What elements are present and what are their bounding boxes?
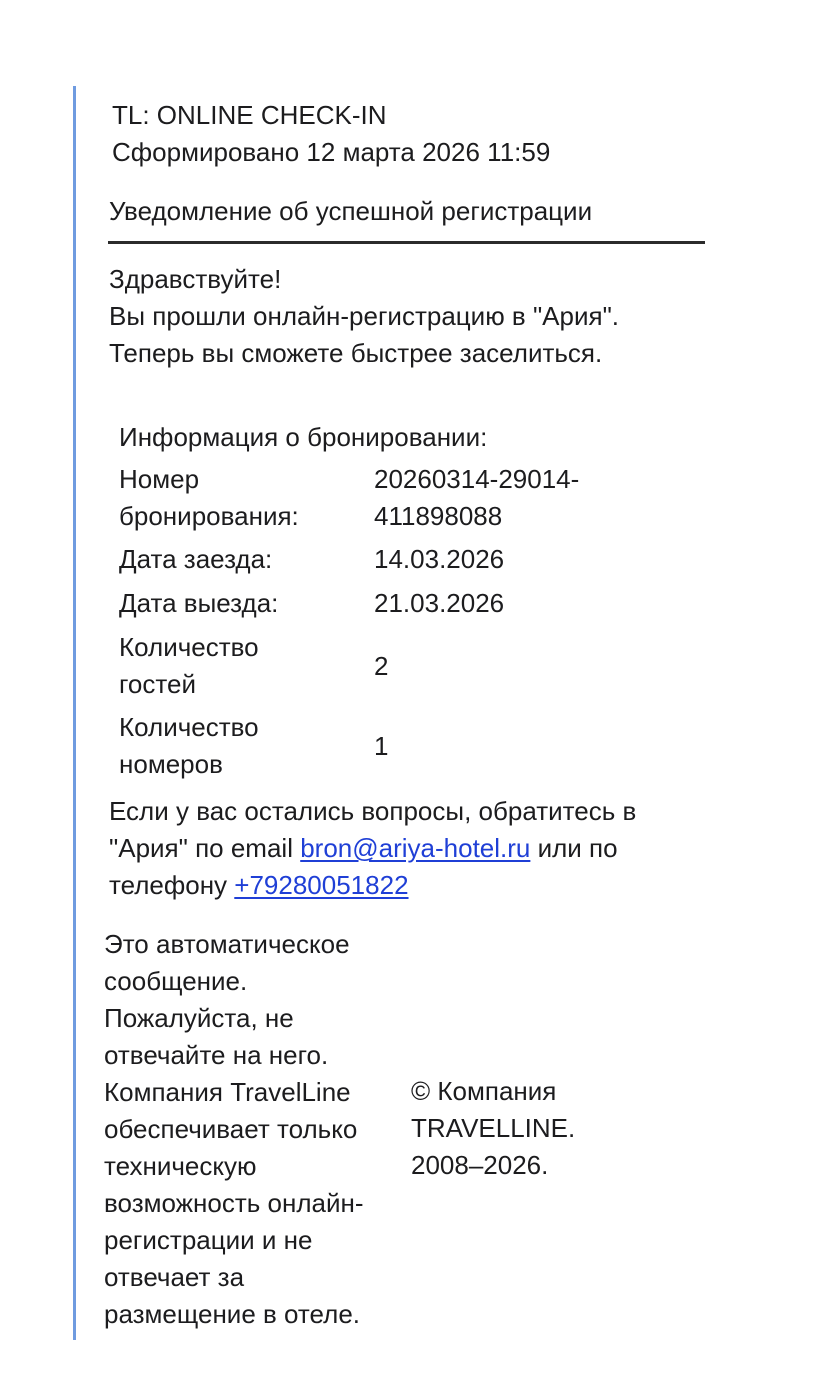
greeting-block: [109, 261, 619, 372]
disclaimer-line: регистрации и не: [104, 1225, 313, 1255]
guests-row: [119, 629, 679, 709]
guests-label-line: Количество: [119, 632, 259, 662]
disclaimer-line: Пожалуйста, не: [104, 1003, 294, 1033]
checkin-date-row: [119, 541, 679, 585]
rooms-value: [374, 709, 654, 783]
guests-label-line: гостей: [119, 669, 196, 699]
guests-label: [119, 629, 359, 703]
disclaimer-line: возможность онлайн-: [104, 1188, 364, 1218]
disclaimer-line: Это автоматическое: [104, 929, 350, 959]
checkout-date-value[interactable]: 21.03.2026: [374, 588, 505, 618]
copyright-line: 2008–2026.: [411, 1150, 549, 1180]
contact-text: или по: [530, 833, 618, 863]
checkout-date-label: Дата выезда:: [119, 588, 279, 618]
checkout-date-row: [119, 585, 679, 629]
rooms-label: [119, 709, 359, 783]
booking-number-value-line: 411898088: [374, 501, 503, 531]
phone-link[interactable]: +79280051822: [234, 870, 409, 900]
booking-number-label-line: бронирования:: [119, 501, 299, 531]
contact-text: "Ария" по email: [109, 833, 301, 863]
email-link[interactable]: bron@ariya-hotel.ru: [300, 833, 531, 863]
contact-text: телефону: [109, 870, 235, 900]
disclaimer-line: техническую: [104, 1151, 257, 1181]
registration-message: Вы прошли онлайн-регистрацию в "Ария".: [109, 301, 620, 331]
disclaimer-line: отвечает за: [104, 1262, 245, 1292]
guests-count: 2: [374, 650, 389, 681]
booking-number-label-line: Номер: [119, 464, 200, 494]
checkin-date-value[interactable]: 14.03.2026: [374, 544, 505, 574]
copyright-line: TRAVELLINE.: [411, 1113, 576, 1143]
rooms-row: [119, 709, 679, 789]
generated-timestamp: Сформировано 12 марта 2026 11:59: [112, 137, 551, 167]
booking-number-label: [119, 461, 359, 535]
rooms-label-line: номеров: [119, 749, 223, 779]
copyright-line: © Компания: [411, 1076, 557, 1106]
divider: [108, 241, 705, 244]
checkin-date-label: Дата заезда:: [119, 544, 273, 574]
footer-copyright: [411, 1073, 661, 1184]
disclaimer-line: обеспечивает только: [104, 1114, 358, 1144]
disclaimer-line: размещение в отеле.: [104, 1299, 361, 1329]
disclaimer-line: Компания TravelLine: [104, 1077, 351, 1107]
booking-info: [119, 419, 679, 779]
booking-number-row: [119, 461, 679, 541]
rooms-label-line: Количество: [119, 712, 259, 742]
email-subject: Уведомление об успешной регистрации: [109, 196, 593, 226]
contact-line: Если у вас остались вопросы, обратитесь в: [109, 796, 637, 826]
sender-name: TL: ONLINE CHECK-IN: [112, 100, 387, 130]
rooms-count: 1: [374, 730, 389, 761]
booking-number-value[interactable]: [374, 461, 654, 535]
greeting-line: Здравствуйте!: [109, 264, 282, 294]
disclaimer-line: отвечайте на него.: [104, 1040, 329, 1070]
disclaimer-line: сообщение.: [104, 966, 248, 996]
checkin-message: Теперь вы сможете быстрее заселиться.: [109, 338, 603, 368]
booking-number-value-line: 20260314-29014-: [374, 464, 580, 494]
guests-value: [374, 629, 654, 703]
booking-heading: Информация о бронировании:: [119, 422, 488, 452]
contact-line: [109, 830, 636, 867]
footer-disclaimer: [104, 926, 404, 1333]
contact-info: [109, 793, 636, 904]
contact-line: [109, 867, 636, 904]
